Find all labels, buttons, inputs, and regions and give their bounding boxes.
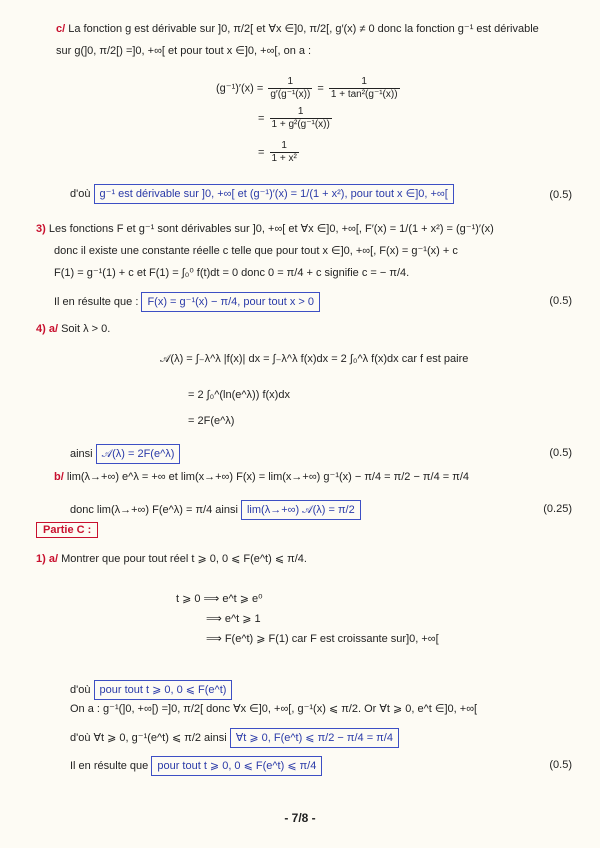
c-conclusion <box>70 184 454 204</box>
q3-result-box: F(x) = g⁻¹(x) − π/4, pour tout x > 0 <box>141 292 320 312</box>
c-dou: d'où <box>70 188 91 200</box>
c1-result-box-1: pour tout t ⩾ 0, 0 ⩽ F(e^t) <box>94 680 233 700</box>
q3-pre: Il en résulte que : <box>54 296 139 308</box>
frac-den: 1 + x² <box>271 153 297 164</box>
eq-sign: = <box>258 112 265 125</box>
c1-line-result <box>70 756 322 776</box>
page-number: - 7/8 - <box>284 811 316 825</box>
c1-sublabel: a/ <box>48 553 59 565</box>
c1-conclusion-1 <box>70 680 232 700</box>
c1-line-dou <box>70 728 399 748</box>
c-eq-1-frac-2 <box>329 76 400 101</box>
c1-dou-pre: d'où ∀t ⩾ 0, g⁻¹(e^t) ⩽ π/2 ainsi <box>70 732 227 744</box>
q4a-mark: (0.5) <box>549 447 572 459</box>
q4b-text-1: lim(λ→+∞) e^λ = +∞ et lim(x→+∞) F(x) = lim(x→+∞) g⁻¹(x) − π/4 = π/2 − π/4 = π/4 <box>66 471 469 483</box>
c1-result-box-2: ∀t ⩾ 0, F(e^t) ⩽ π/2 − π/4 = π/4 <box>230 728 399 748</box>
q4a-line-1 <box>36 322 110 336</box>
c1-result-pre: Il en résulte que <box>70 760 149 772</box>
c1-step-2: ⟹ e^t ⩾ 1 <box>206 613 261 625</box>
q4a-eq-2: = 2 ∫₀^(ln(e^λ)) f(x)dx <box>188 389 290 401</box>
c1-step-1: t ⩾ 0 ⟹ e^t ⩾ e⁰ <box>176 593 263 605</box>
q4a-eq-3: = 2F(e^λ) <box>188 415 235 427</box>
q4b-line-1 <box>54 470 469 484</box>
partie-c-heading: Partie C : <box>36 522 98 538</box>
q4a-ainsi: ainsi <box>70 448 93 460</box>
frac-num: 1 <box>268 76 312 89</box>
frac-num: 1 <box>329 76 400 89</box>
c-line-1 <box>56 22 539 36</box>
q4b-sublabel: b/ <box>54 471 64 483</box>
q4a-intro: Soit λ > 0. <box>61 323 111 335</box>
q3-line-3: F(1) = g⁻¹(1) + c et F(1) = ∫₀⁰ f(t)dt = 0 donc 0 = π/4 + c signifie c = − π/4. <box>54 267 410 279</box>
c-label: c/ <box>56 23 66 35</box>
eq-sign: = <box>317 82 324 95</box>
c1-line-1 <box>36 552 307 566</box>
c-eq-3-frac <box>270 140 299 165</box>
c-text-1: La fonction g est dérivable sur ]0, π/2[ et ∀x ∈]0, π/2[, g′(x) ≠ 0 donc la fonction g⁻¹ est dérivable <box>68 23 539 35</box>
eq-sign: = <box>258 146 265 159</box>
c-line-2 <box>56 44 311 58</box>
c-result-box: g⁻¹ est dérivable sur ]0, +∞[ et (g⁻¹)′(x) = 1/(1 + x²), pour tout x ∈]0, +∞[ <box>94 184 454 204</box>
c1-dou: d'où <box>70 684 91 696</box>
q3-line-4 <box>54 292 320 312</box>
q4b-mark: (0.25) <box>543 503 572 515</box>
q4a-conclusion <box>70 444 180 464</box>
q4b-result-box: lim(λ→+∞) 𝒜(λ) = π/2 <box>241 500 361 520</box>
c1-label: 1) <box>36 553 46 565</box>
c-text-2: sur g(]0, π/2[) =]0, +∞[ et pour tout x ∈]0, +∞[, on a : <box>56 45 312 57</box>
c1-result-box-3: pour tout t ⩾ 0, 0 ⩽ F(e^t) ⩽ π/4 <box>151 756 322 776</box>
q4a-sublabel: a/ <box>48 323 59 335</box>
q4a-result-box: 𝒜(λ) = 2F(e^λ) <box>96 444 181 464</box>
c-mark: (0.5) <box>549 189 572 201</box>
q4a-eq-1: 𝒜(λ) = ∫₋λ^λ |f(x)| dx = ∫₋λ^λ f(x)dx = 2 ∫₀^λ f(x)dx car f est paire <box>160 353 469 365</box>
c-eq-1-frac-1 <box>268 76 312 101</box>
frac-num: 1 <box>270 106 332 119</box>
frac-den: 1 + g²(g⁻¹(x)) <box>271 119 330 130</box>
c-eq-1-lhs: (g⁻¹)′(x) = <box>216 82 264 95</box>
q3-line-2: donc il existe une constante réelle c telle que pour tout x ∈]0, +∞[, F(x) = g⁻¹(x) + c <box>54 245 458 257</box>
q4b-line-2 <box>70 500 361 520</box>
c-eq-2 <box>258 106 334 131</box>
q4-label: 4) <box>36 323 46 335</box>
c1-intro: Montrer que pour tout réel t ⩾ 0, 0 ⩽ F(e^t) ⩽ π/4. <box>61 553 307 565</box>
c1-mark: (0.5) <box>549 759 572 771</box>
q3-text-1: Les fonctions F et g⁻¹ sont dérivables sur ]0, +∞[ et ∀x ∈]0, +∞[, F′(x) = 1/(1 + x²) = (g⁻¹)′(x) <box>48 223 494 235</box>
q4b-pre: donc lim(λ→+∞) F(e^λ) = π/4 ainsi <box>70 504 238 516</box>
q3-mark: (0.5) <box>549 295 572 307</box>
frac-den: g′(g⁻¹(x)) <box>270 89 311 100</box>
c-eq-1 <box>216 76 402 101</box>
q3-line-1 <box>36 222 494 236</box>
q3-label: 3) <box>36 223 46 235</box>
frac-den: 1 + tan²(g⁻¹(x)) <box>330 89 398 100</box>
c-eq-2-frac <box>270 106 332 131</box>
frac-num: 1 <box>270 140 299 153</box>
c1-step-3: ⟹ F(e^t) ⩾ F(1) car F est croissante sur]0, +∞[ <box>206 633 439 645</box>
c1-line-on: On a : g⁻¹(]0, +∞[) =]0, π/2[ donc ∀x ∈]0, +∞[, g⁻¹(x) ⩽ π/2. Or ∀t ⩾ 0, e^t ∈]0, +∞[ <box>70 703 478 715</box>
c-eq-3 <box>258 140 301 165</box>
